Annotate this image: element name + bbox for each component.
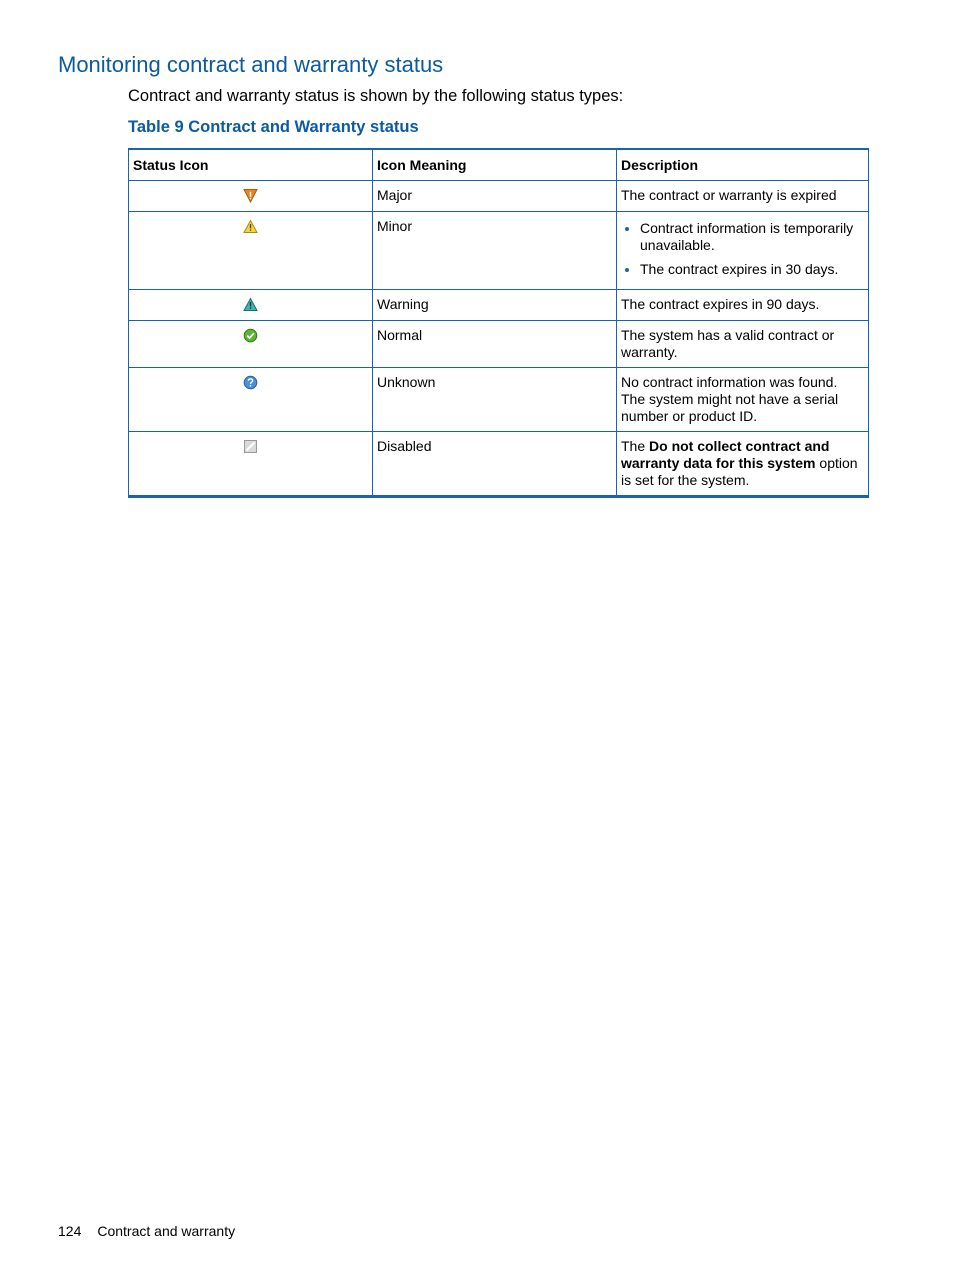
description-cell: No contract information was found. The system might not have a serial number or product ID. — [617, 368, 869, 432]
description-text: The — [621, 438, 650, 454]
header-icon-meaning: Icon Meaning — [373, 149, 617, 181]
major-icon — [243, 188, 258, 203]
page-number: 124 — [58, 1223, 82, 1239]
intro-text: Contract and warranty status is shown by the following status types: — [128, 87, 624, 105]
chapter-name: Contract and warranty — [97, 1223, 236, 1239]
icon-meaning-cell: Minor — [373, 212, 617, 290]
table-row — [129, 368, 869, 432]
icon-meaning-cell: Warning — [373, 290, 617, 321]
table-caption: Table 9 Contract and Warranty status — [128, 118, 419, 136]
description-cell: The contract expires in 90 days. — [617, 290, 869, 321]
header-status-icon: Status Icon — [129, 149, 373, 181]
icon-meaning-cell: Major — [373, 181, 617, 212]
table-row — [129, 432, 869, 497]
table-row — [129, 181, 869, 212]
description-text: option is set for the system. — [621, 455, 858, 488]
status-icon-cell — [129, 290, 373, 321]
status-icon-cell — [129, 181, 373, 212]
table-row — [129, 321, 869, 368]
status-icon-cell — [129, 432, 373, 497]
icon-meaning-cell: Normal — [373, 321, 617, 368]
table-row — [129, 212, 869, 290]
minor-icon — [243, 219, 258, 234]
icon-meaning-cell: Unknown — [373, 368, 617, 432]
disabled-icon — [243, 439, 258, 454]
status-icon-cell — [129, 212, 373, 290]
description-bullet: • Contract information is temporarily unavailable. — [640, 220, 864, 254]
section-title: Monitoring contract and warranty status — [58, 52, 444, 77]
unknown-icon — [243, 375, 258, 390]
status-icon-cell — [129, 321, 373, 368]
description-cell: The contract or warranty is expired — [617, 181, 869, 212]
normal-icon — [243, 328, 258, 343]
description-cell — [617, 432, 869, 497]
description-cell: The system has a valid contract or warranty. — [617, 321, 869, 368]
warning-icon — [243, 297, 258, 312]
header-description: Description — [617, 149, 869, 181]
description-bullet: • The contract expires in 30 days. — [640, 261, 864, 278]
table-header-row — [129, 149, 869, 181]
icon-meaning-cell: Disabled — [373, 432, 617, 497]
table-row — [129, 290, 869, 321]
status-icon-cell — [129, 368, 373, 432]
page-footer — [58, 1223, 235, 1239]
description-bullet-list — [621, 220, 864, 278]
description-cell — [617, 212, 869, 290]
option-name: Do not collect contract and warranty data for this system — [621, 438, 830, 471]
status-table — [128, 148, 869, 498]
